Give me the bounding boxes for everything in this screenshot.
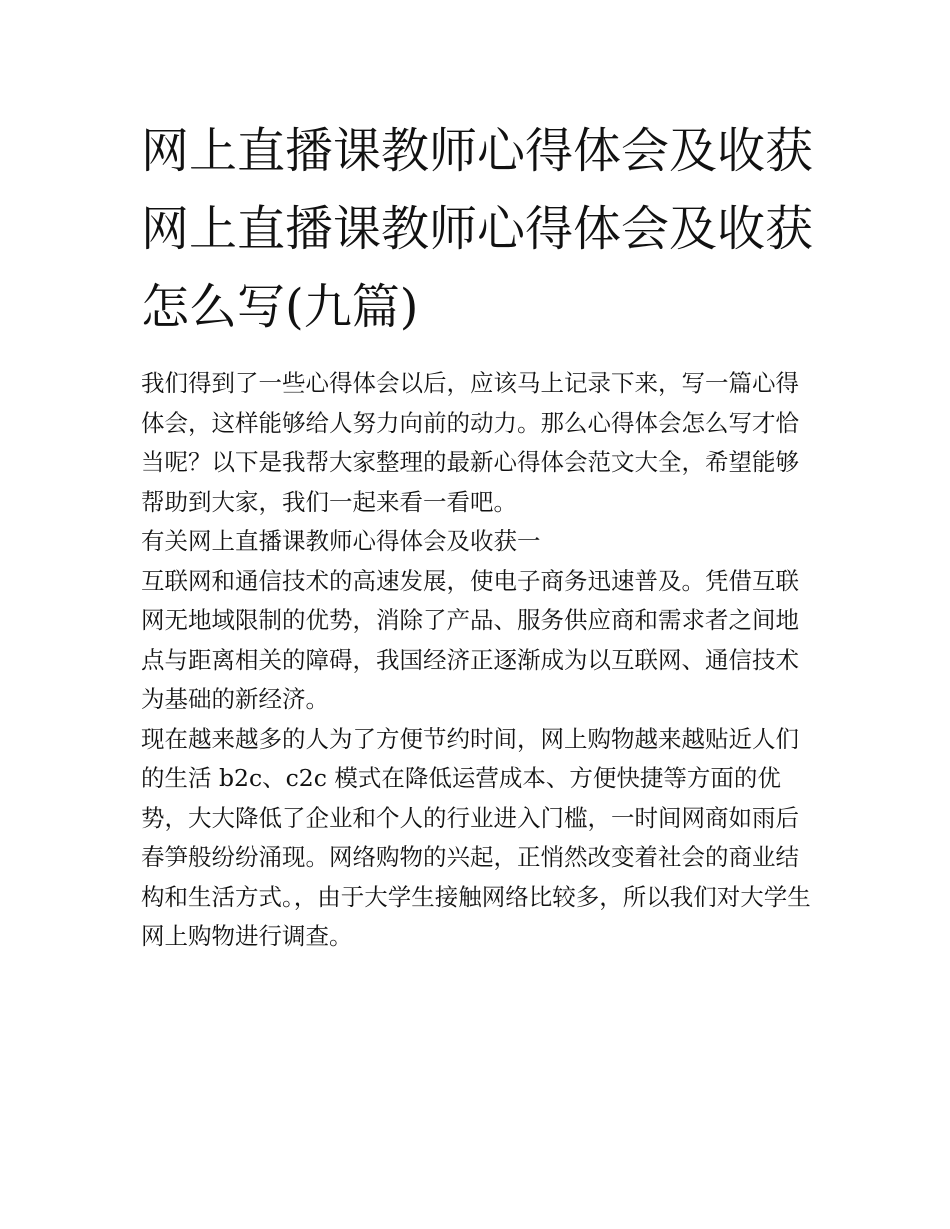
- document-title: 网上直播课教师心得体会及收获 网上直播课教师心得体会及收获怎么写(九篇): [141, 123, 814, 335]
- intro-paragraph: 我们得到了一些心得体会以后，应该马上记录下来，写一篇心得体会，这样能够给人努力向前的动力。那么心得体会怎么写才恰当呢？以下是我帮大家整理的最新心得体会范文大全，希望能够帮助到大家，我们一起来看一看吧。: [141, 369, 799, 516]
- body-paragraph: 现在越来越多的人为了方便节约时间，网上购物越来越贴近人们的生活 b2c、c2c 模式在降低运营成本、方便快捷等方面的优势，大大降低了企业和个人的行业进入门槛，一时间网商如雨后春笋般纷纷涌现。网络购物的兴起，正悄然改变着社会的商业结构和生活方式。，由于大学生接触网络比较多，所以我们对大学生网上购物进行调查。: [141, 724, 811, 950]
- body-paragraph: 互联网和通信技术的高速发展，使电子商务迅速普及。凭借互联网无地域限制的优势，消除了产品、服务供应商和需求者之间地点与距离相关的障碍，我国经济正逐渐成为以互联网、通信技术为基础的新经济。: [141, 566, 799, 713]
- section-heading: 有关网上直播课教师心得体会及收获一: [141, 527, 541, 555]
- document-content: [141, 112, 813, 957]
